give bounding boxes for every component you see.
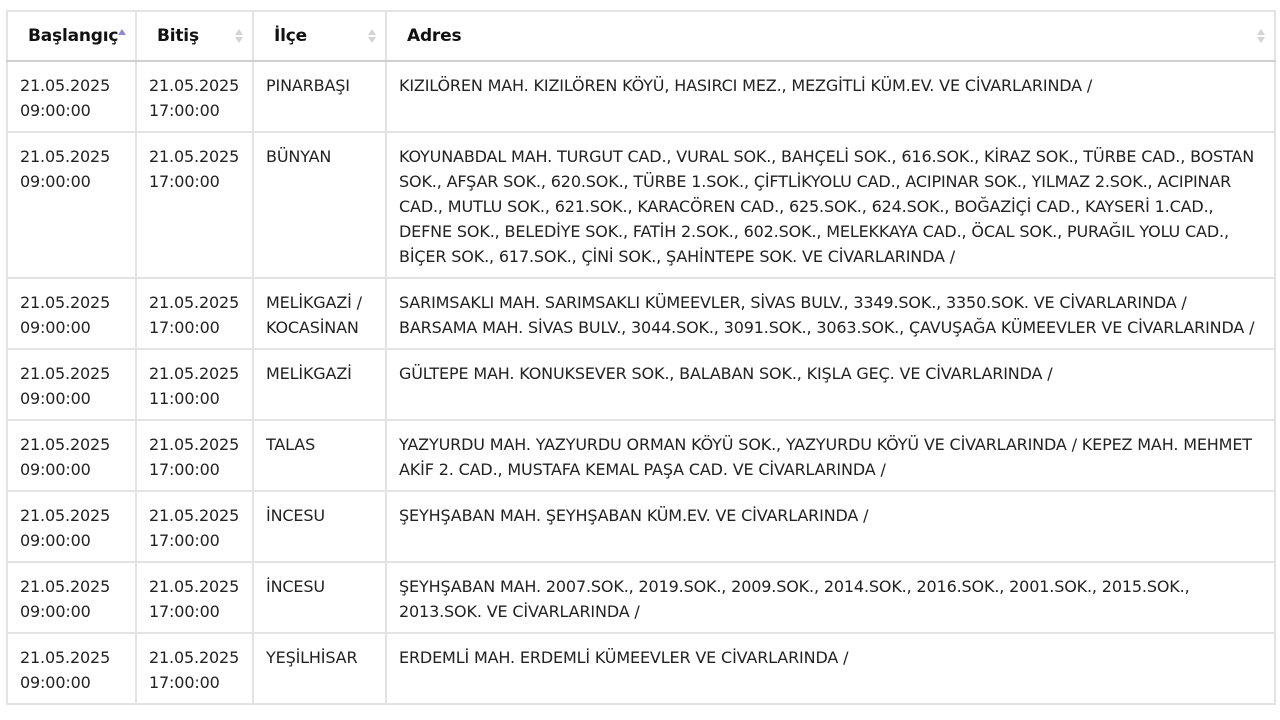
table-row [7, 349, 1275, 420]
start-cell [7, 491, 136, 562]
outage-table [6, 10, 1276, 705]
start-time: 09:00:00 [20, 101, 91, 120]
column-header-start-label: Başlangıç [28, 26, 119, 46]
end-date: 21.05.2025 [149, 147, 240, 166]
column-header-address[interactable] [386, 11, 1275, 61]
district-cell: İNCESU [253, 491, 386, 562]
address-cell: ERDEMLİ MAH. ERDEMLİ KÜMEEVLER VE CİVARLARINDA / [386, 633, 1275, 704]
start-time: 09:00:00 [20, 318, 91, 337]
end-time: 17:00:00 [149, 172, 220, 191]
address-cell: ŞEYHŞABAN MAH. ŞEYHŞABAN KÜM.EV. VE CİVARLARINDA / [386, 491, 1275, 562]
district-cell: PINARBAŞI [253, 61, 386, 132]
end-time: 17:00:00 [149, 673, 220, 692]
start-date: 21.05.2025 [20, 577, 111, 596]
start-cell [7, 562, 136, 633]
address-cell: KOYUNABDAL MAH. TURGUT CAD., VURAL SOK., BAHÇELİ SOK., 616.SOK., KİRAZ SOK., TÜRBE CAD., BOSTAN SOK., AFŞAR SOK., 620.SOK., TÜRBE 1.SOK., ÇİFTLİKYOLU CAD., ACIPINAR SOK., YILMAZ 2.SOK., ACIPINAR CAD., MUTLU SOK., 621.SOK., KARACÖREN CAD., 625.SOK., 624.SOK., BOĞAZİÇİ CAD., KAYSERİ 1.CAD., DEFNE SOK., BELEDİYE SOK., FATİH 2.SOK., 602.SOK., MELEKKAYA CAD., ÖCAL SOK., PURAĞIL YOLU CAD., BİÇER SOK., 617.SOK., ÇİNİ SOK., ŞAHİNTEPE SOK. VE CİVARLARINDA / [386, 132, 1275, 278]
column-header-district[interactable] [253, 11, 386, 61]
end-date: 21.05.2025 [149, 648, 240, 667]
end-date: 21.05.2025 [149, 577, 240, 596]
end-date: 21.05.2025 [149, 435, 240, 454]
column-header-district-label: İlçe [274, 26, 307, 46]
start-cell [7, 349, 136, 420]
column-header-address-label: Adres [407, 26, 462, 46]
end-cell [136, 491, 253, 562]
end-time: 17:00:00 [149, 531, 220, 550]
start-cell [7, 278, 136, 349]
end-time: 17:00:00 [149, 101, 220, 120]
end-date: 21.05.2025 [149, 364, 240, 383]
table-header-row [7, 11, 1275, 61]
district-cell: MELİKGAZİ / KOCASİNAN [253, 278, 386, 349]
end-time: 17:00:00 [149, 460, 220, 479]
table-row [7, 61, 1275, 132]
address-cell: KIZILÖREN MAH. KIZILÖREN KÖYÜ, HASIRCI MEZ., MEZGİTLİ KÜM.EV. VE CİVARLARINDA / [386, 61, 1275, 132]
sort-icon[interactable] [368, 28, 376, 44]
table-row [7, 420, 1275, 491]
end-cell [136, 132, 253, 278]
table-body [7, 61, 1275, 704]
end-time: 11:00:00 [149, 389, 220, 408]
sort-icon[interactable] [235, 28, 243, 44]
start-time: 09:00:00 [20, 673, 91, 692]
column-header-end[interactable] [136, 11, 253, 61]
start-date: 21.05.2025 [20, 76, 111, 95]
end-cell [136, 278, 253, 349]
start-cell [7, 633, 136, 704]
column-header-start[interactable] [7, 11, 136, 61]
start-date: 21.05.2025 [20, 293, 111, 312]
start-cell [7, 420, 136, 491]
start-date: 21.05.2025 [20, 147, 111, 166]
start-time: 09:00:00 [20, 531, 91, 550]
outage-table-container [6, 10, 1276, 705]
table-row [7, 491, 1275, 562]
start-time: 09:00:00 [20, 172, 91, 191]
district-cell: BÜNYAN [253, 132, 386, 278]
start-time: 09:00:00 [20, 460, 91, 479]
address-cell: SARIMSAKLI MAH. SARIMSAKLI KÜMEEVLER, SİVAS BULV., 3349.SOK., 3350.SOK. VE CİVARLARINDA / BARSAMA MAH. SİVAS BULV., 3044.SOK., 3091.SOK., 3063.SOK., ÇAVUŞAĞA KÜMEEVLER VE CİVARLARINDA / [386, 278, 1275, 349]
table-row [7, 562, 1275, 633]
end-cell [136, 633, 253, 704]
end-date: 21.05.2025 [149, 506, 240, 525]
end-cell [136, 61, 253, 132]
end-cell [136, 420, 253, 491]
address-cell: GÜLTEPE MAH. KONUKSEVER SOK., BALABAN SOK., KIŞLA GEÇ. VE CİVARLARINDA / [386, 349, 1275, 420]
district-cell: TALAS [253, 420, 386, 491]
address-cell: YAZYURDU MAH. YAZYURDU ORMAN KÖYÜ SOK., YAZYURDU KÖYÜ VE CİVARLARINDA / KEPEZ MAH. MEHMET AKİF 2. CAD., MUSTAFA KEMAL PAŞA CAD. VE CİVARLARINDA / [386, 420, 1275, 491]
end-time: 17:00:00 [149, 318, 220, 337]
column-header-end-label: Bitiş [157, 26, 199, 46]
start-date: 21.05.2025 [20, 648, 111, 667]
start-date: 21.05.2025 [20, 506, 111, 525]
end-cell [136, 349, 253, 420]
sort-icon[interactable] [1257, 28, 1265, 44]
district-cell: YEŞİLHİSAR [253, 633, 386, 704]
start-cell [7, 132, 136, 278]
address-cell: ŞEYHŞABAN MAH. 2007.SOK., 2019.SOK., 2009.SOK., 2014.SOK., 2016.SOK., 2001.SOK., 2015.SOK., 2013.SOK. VE CİVARLARINDA / [386, 562, 1275, 633]
start-time: 09:00:00 [20, 389, 91, 408]
start-time: 09:00:00 [20, 602, 91, 621]
start-cell [7, 61, 136, 132]
table-row [7, 132, 1275, 278]
table-row [7, 278, 1275, 349]
start-date: 21.05.2025 [20, 364, 111, 383]
district-cell: İNCESU [253, 562, 386, 633]
end-cell [136, 562, 253, 633]
start-date: 21.05.2025 [20, 435, 111, 454]
table-row [7, 633, 1275, 704]
district-cell: MELİKGAZİ [253, 349, 386, 420]
end-date: 21.05.2025 [149, 293, 240, 312]
end-date: 21.05.2025 [149, 76, 240, 95]
sort-ascending-icon[interactable] [118, 28, 126, 44]
end-time: 17:00:00 [149, 602, 220, 621]
